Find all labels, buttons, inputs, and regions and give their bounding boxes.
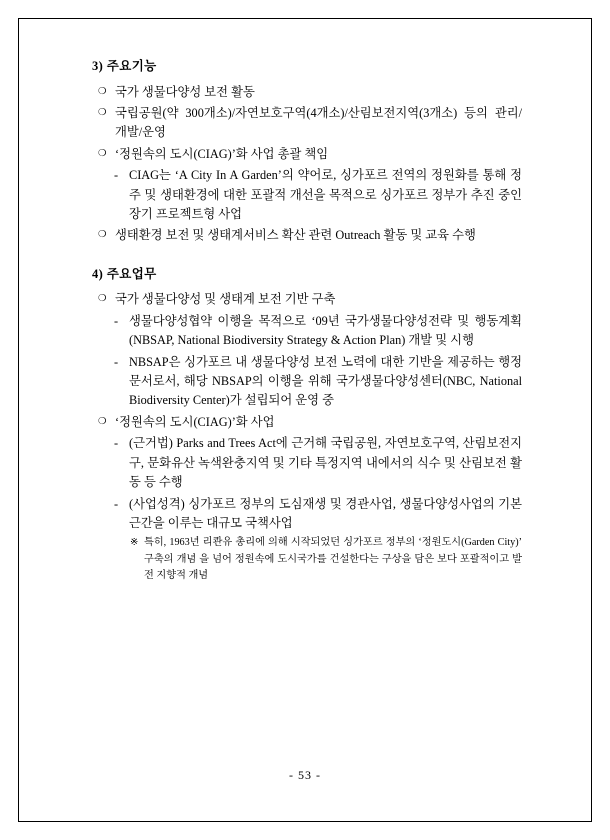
bullet-circle-icon: ❍ (98, 294, 107, 305)
list-item-text: ‘정원속의 도시(CIAG)’화 사업 총괄 책임 (115, 146, 329, 161)
section-heading-1: 3) 주요기능 (92, 59, 157, 73)
list-item-text: 국가 생물다양성 및 생태계 보전 기반 구축 (115, 292, 336, 307)
sub-list-item-text: NBSAP은 싱가포르 내 생물다양성 보전 노력에 대한 기반을 제공하는 행정문서로서, 해당 NBSAP의 이행을 위해 국가생물다양성센터(NBC, National Biodiversity Center)가 설립되어 운영 중 (129, 354, 522, 408)
dash-marker-icon: - (114, 313, 119, 328)
list-item (92, 104, 522, 143)
list-item-text: 국가 생물다양성 보전 활동 (115, 84, 255, 99)
sub-list-item-text: 생물다양성협약 이행을 목적으로 ‘09년 국가생물다양성전략 및 행동계획(NBSAP, National Biodiversity Strategy & Action Plan) 개발 및 시행 (129, 313, 522, 348)
bullet-circle-icon: ❍ (98, 148, 107, 159)
list-item (92, 413, 522, 432)
sub-list-item (92, 495, 522, 534)
page-content (92, 58, 522, 587)
list-item (92, 226, 522, 245)
sub-list-item-text: CIAG는 ‘A City In A Garden’의 약어로, 싱가포르 전역의 정원화를 통해 정주 및 생태환경에 대한 포괄적 개선을 목적으로 싱가포르 정부가 추진 중인 장기 프로젝트형 사업 (129, 168, 522, 222)
page-number: - 53 - (289, 768, 321, 782)
bullet-circle-icon: ❍ (98, 230, 107, 241)
bullet-circle-icon: ❍ (98, 416, 107, 427)
dash-marker-icon: - (114, 354, 119, 369)
sub-list-item (92, 434, 522, 492)
bullet-circle-icon: ❍ (98, 107, 107, 118)
dash-marker-icon: - (114, 168, 119, 183)
list-item-text: 국립공원(약 300개소)/자연보호구역(4개소)/산림보전지역(3개소) 등의 관리/개발/운영 (115, 105, 522, 140)
bullet-circle-icon: ❍ (98, 86, 107, 97)
dash-marker-icon: - (114, 436, 119, 451)
sub-list-item (92, 353, 522, 411)
list-item (92, 145, 522, 164)
note-item (92, 535, 522, 585)
list-item (92, 83, 522, 102)
list-item-text: 생태환경 보전 및 생태계서비스 확산 관련 Outreach 활동 및 교육 수행 (115, 228, 476, 243)
dash-marker-icon: - (114, 496, 119, 511)
section-heading-2: 4) 주요업무 (92, 266, 157, 281)
list-item (92, 290, 522, 309)
sub-list-item (92, 166, 522, 224)
sub-list-item-text: (사업성격) 싱가포르 정부의 도심재생 및 경관사업, 생물다양성사업의 기본 근간을 이루는 대규모 국책사업 (129, 496, 522, 531)
section-spacer (92, 248, 522, 266)
list-item-text: ‘정원속의 도시(CIAG)’화 사업 (115, 414, 275, 429)
sub-list-item (92, 312, 522, 351)
note-item-text: 특히, 1963년 리콴유 총리에 의해 시작되었던 싱가포르 정부의 ‘정원도시(Garden City)’ 구축의 개념 을 넘어 정원속에 도시국가를 건설한다는 구상을 담은 보다 포괄적이고 발전 지향적 개념 (144, 537, 522, 582)
reference-mark-icon: ※ (130, 537, 139, 549)
sub-list-item-text: (근거법) Parks and Trees Act에 근거해 국립공원, 자연보호구역, 산림보전지구, 문화유산 녹색완충지역 및 기타 특정지역 내에서의 식수 및 산림보전 활동 등 수행 (129, 436, 522, 490)
